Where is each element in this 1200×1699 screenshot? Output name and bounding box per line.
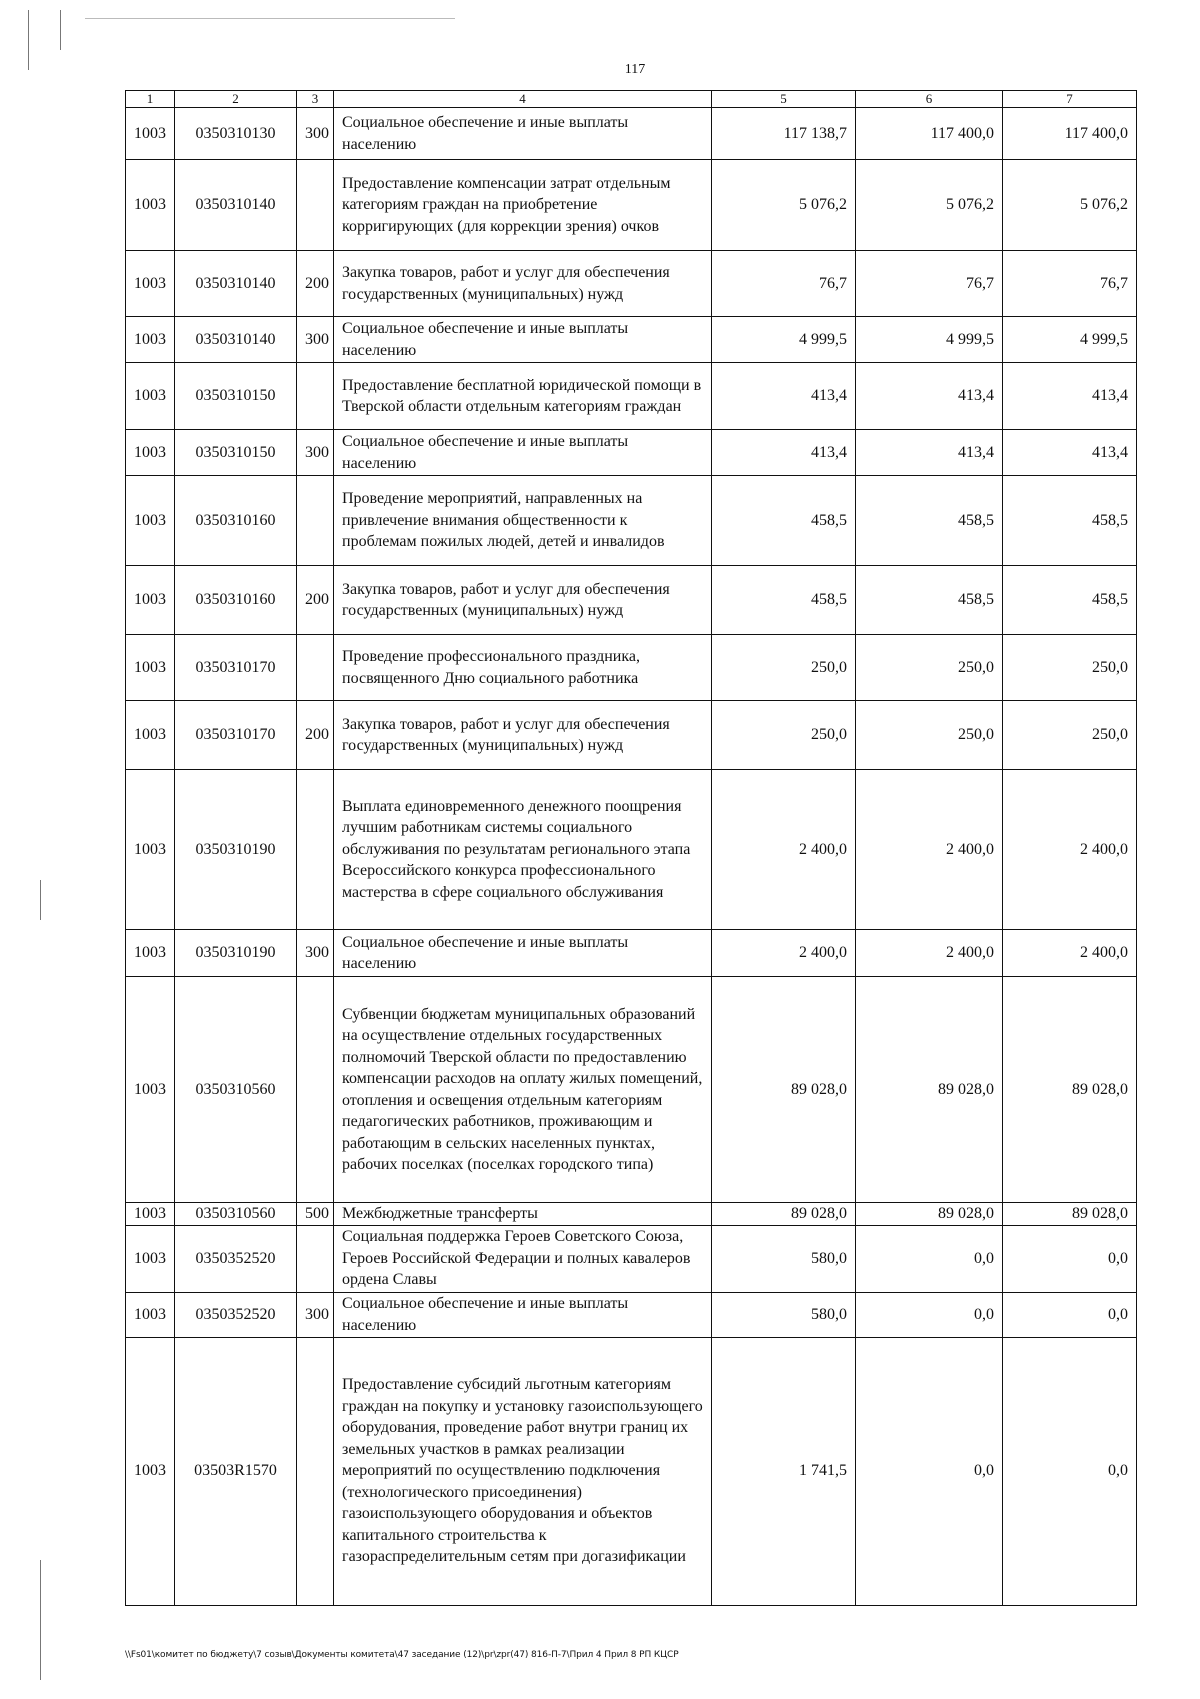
description: Предоставление бесплатной юридической помощи в Тверской области отдельным категориям граждан — [334, 363, 712, 430]
table-row — [126, 1225, 1137, 1292]
value-col5: 5 076,2 — [712, 160, 856, 251]
value-col6: 250,0 — [856, 635, 1003, 701]
section-code: 1003 — [126, 977, 175, 1203]
value-col7: 2 400,0 — [1003, 930, 1137, 977]
description: Предоставление компенсации затрат отдельным категориям граждан на приобретение корригирующих (для коррекции зрения) очков — [334, 160, 712, 251]
section-code: 1003 — [126, 430, 175, 476]
target-code: 0350310560 — [175, 1203, 297, 1226]
section-code: 1003 — [126, 1292, 175, 1337]
column-header: 1 — [126, 91, 175, 108]
target-code: 0350310170 — [175, 701, 297, 770]
expense-type — [297, 977, 334, 1203]
description: Субвенции бюджетам муниципальных образований на осуществление отдельных государственных полномочий Тверской области по предоставлению компенсации расходов на оплату жилых помещений, отопления и освещения отдельным категориям педагогических работников, проживающим и работающим в сельских населенных пунктах, рабочих поселках (поселках городского типа) — [334, 977, 712, 1203]
value-col5: 89 028,0 — [712, 1203, 856, 1226]
value-col5: 1 741,5 — [712, 1337, 856, 1605]
value-col7: 0,0 — [1003, 1225, 1137, 1292]
scan-edge-mark — [28, 10, 29, 70]
value-col7: 4 999,5 — [1003, 317, 1137, 363]
section-code: 1003 — [126, 1225, 175, 1292]
table-row — [126, 160, 1137, 251]
value-col7: 250,0 — [1003, 701, 1137, 770]
description: Проведение профессионального праздника, посвященного Дню социального работника — [334, 635, 712, 701]
value-col5: 89 028,0 — [712, 977, 856, 1203]
value-col5: 4 999,5 — [712, 317, 856, 363]
expense-type — [297, 1337, 334, 1605]
section-code: 1003 — [126, 635, 175, 701]
table-row — [126, 566, 1137, 635]
description: Предоставление субсидий льготным категориям граждан на покупку и установку газоиспользующего оборудования, проведение работ внутри границ их земельных участков в рамках реализации мероприятий по осуществлению подключения (технологического присоединения) газоиспользующего оборудования и объектов капитального строительства к газораспределительным сетям при догазификации — [334, 1337, 712, 1605]
value-col7: 250,0 — [1003, 635, 1137, 701]
section-code: 1003 — [126, 160, 175, 251]
budget-table — [125, 90, 1137, 1606]
expense-type: 500 — [297, 1203, 334, 1226]
value-col6: 413,4 — [856, 363, 1003, 430]
table-row — [126, 317, 1137, 363]
file-path-footer: \\Fs01\комитет по бюджету\7 созыв\Документы комитета\47 заседание (12)\pr\zpr(47) 816-П-7\Прил 4 Прил 8 РП КЦСР — [125, 1650, 679, 1660]
table-row — [126, 977, 1137, 1203]
value-col5: 413,4 — [712, 363, 856, 430]
value-col7: 76,7 — [1003, 251, 1137, 317]
target-code: 0350310130 — [175, 108, 297, 160]
scan-edge-mark — [40, 1560, 41, 1680]
expense-type: 300 — [297, 930, 334, 977]
value-col5: 250,0 — [712, 635, 856, 701]
section-code: 1003 — [126, 108, 175, 160]
section-code: 1003 — [126, 770, 175, 930]
target-code: 0350310150 — [175, 363, 297, 430]
table-row — [126, 1292, 1137, 1337]
table-row — [126, 701, 1137, 770]
value-col6: 0,0 — [856, 1292, 1003, 1337]
description: Социальное обеспечение и иные выплаты населению — [334, 1292, 712, 1337]
value-col6: 413,4 — [856, 430, 1003, 476]
page-number: 117 — [624, 62, 646, 77]
column-header: 2 — [175, 91, 297, 108]
value-col7: 117 400,0 — [1003, 108, 1137, 160]
value-col7: 458,5 — [1003, 476, 1137, 566]
description: Социальное обеспечение и иные выплаты населению — [334, 430, 712, 476]
value-col6: 76,7 — [856, 251, 1003, 317]
expense-type — [297, 1225, 334, 1292]
description: Социальное обеспечение и иные выплаты населению — [334, 108, 712, 160]
table-row — [126, 108, 1137, 160]
description: Выплата единовременного денежного поощрения лучшим работникам системы социального обслуживания по результатам регионального этапа Всероссийского конкурса профессионального мастерства в сфере социального обслуживания — [334, 770, 712, 930]
section-code: 1003 — [126, 363, 175, 430]
target-code: 0350310140 — [175, 251, 297, 317]
expense-type — [297, 476, 334, 566]
target-code: 03503R1570 — [175, 1337, 297, 1605]
column-header: 7 — [1003, 91, 1137, 108]
section-code: 1003 — [126, 566, 175, 635]
scan-edge-mark — [60, 10, 61, 50]
value-col6: 2 400,0 — [856, 930, 1003, 977]
expense-type — [297, 635, 334, 701]
value-col5: 413,4 — [712, 430, 856, 476]
description: Социальное обеспечение и иные выплаты населению — [334, 317, 712, 363]
value-col5: 2 400,0 — [712, 930, 856, 977]
value-col6: 4 999,5 — [856, 317, 1003, 363]
scan-edge-mark — [40, 880, 41, 920]
scan-edge-mark — [85, 18, 455, 19]
value-col7: 5 076,2 — [1003, 160, 1137, 251]
value-col7: 2 400,0 — [1003, 770, 1137, 930]
section-code: 1003 — [126, 930, 175, 977]
column-header: 3 — [297, 91, 334, 108]
value-col5: 580,0 — [712, 1225, 856, 1292]
value-col6: 0,0 — [856, 1225, 1003, 1292]
table-row — [126, 770, 1137, 930]
table-row — [126, 930, 1137, 977]
value-col6: 89 028,0 — [856, 977, 1003, 1203]
expense-type — [297, 770, 334, 930]
table-row — [126, 1337, 1137, 1605]
description: Социальное обеспечение и иные выплаты населению — [334, 930, 712, 977]
value-col6: 117 400,0 — [856, 108, 1003, 160]
section-code: 1003 — [126, 1203, 175, 1226]
target-code: 0350310170 — [175, 635, 297, 701]
column-header: 6 — [856, 91, 1003, 108]
target-code: 0350352520 — [175, 1292, 297, 1337]
value-col6: 2 400,0 — [856, 770, 1003, 930]
value-col5: 76,7 — [712, 251, 856, 317]
section-code: 1003 — [126, 701, 175, 770]
target-code: 0350310190 — [175, 930, 297, 977]
value-col7: 89 028,0 — [1003, 1203, 1137, 1226]
expense-type: 200 — [297, 251, 334, 317]
value-col6: 5 076,2 — [856, 160, 1003, 251]
value-col7: 458,5 — [1003, 566, 1137, 635]
expense-type: 300 — [297, 108, 334, 160]
target-code: 0350352520 — [175, 1225, 297, 1292]
target-code: 0350310140 — [175, 160, 297, 251]
table-row — [126, 635, 1137, 701]
expense-type: 300 — [297, 1292, 334, 1337]
target-code: 0350310560 — [175, 977, 297, 1203]
expense-type: 200 — [297, 701, 334, 770]
description: Закупка товаров, работ и услуг для обеспечения государственных (муниципальных) нужд — [334, 701, 712, 770]
target-code: 0350310140 — [175, 317, 297, 363]
value-col5: 458,5 — [712, 566, 856, 635]
table-row — [126, 251, 1137, 317]
description: Межбюджетные трансферты — [334, 1203, 712, 1226]
target-code: 0350310160 — [175, 476, 297, 566]
description: Проведение мероприятий, направленных на привлечение внимания общественности к проблемам пожилых людей, детей и инвалидов — [334, 476, 712, 566]
value-col7: 0,0 — [1003, 1292, 1137, 1337]
value-col7: 0,0 — [1003, 1337, 1137, 1605]
section-code: 1003 — [126, 476, 175, 566]
section-code: 1003 — [126, 317, 175, 363]
expense-type: 200 — [297, 566, 334, 635]
expense-type: 300 — [297, 317, 334, 363]
header-row — [126, 91, 1137, 108]
value-col6: 0,0 — [856, 1337, 1003, 1605]
expense-type: 300 — [297, 430, 334, 476]
column-header: 5 — [712, 91, 856, 108]
value-col7: 89 028,0 — [1003, 977, 1137, 1203]
value-col5: 250,0 — [712, 701, 856, 770]
description: Закупка товаров, работ и услуг для обеспечения государственных (муниципальных) нужд — [334, 251, 712, 317]
expense-type — [297, 363, 334, 430]
table-row — [126, 1203, 1137, 1226]
description: Социальная поддержка Героев Советского Союза, Героев Российской Федерации и полных кавалеров ордена Славы — [334, 1225, 712, 1292]
value-col6: 458,5 — [856, 566, 1003, 635]
value-col6: 89 028,0 — [856, 1203, 1003, 1226]
expense-type — [297, 160, 334, 251]
target-code: 0350310190 — [175, 770, 297, 930]
value-col6: 458,5 — [856, 476, 1003, 566]
value-col5: 117 138,7 — [712, 108, 856, 160]
description: Закупка товаров, работ и услуг для обеспечения государственных (муниципальных) нужд — [334, 566, 712, 635]
table-row — [126, 430, 1137, 476]
section-code: 1003 — [126, 251, 175, 317]
table-row — [126, 476, 1137, 566]
value-col6: 250,0 — [856, 701, 1003, 770]
target-code: 0350310150 — [175, 430, 297, 476]
value-col7: 413,4 — [1003, 363, 1137, 430]
value-col5: 458,5 — [712, 476, 856, 566]
value-col5: 2 400,0 — [712, 770, 856, 930]
value-col5: 580,0 — [712, 1292, 856, 1337]
table-row — [126, 363, 1137, 430]
column-header: 4 — [334, 91, 712, 108]
section-code: 1003 — [126, 1337, 175, 1605]
value-col7: 413,4 — [1003, 430, 1137, 476]
target-code: 0350310160 — [175, 566, 297, 635]
